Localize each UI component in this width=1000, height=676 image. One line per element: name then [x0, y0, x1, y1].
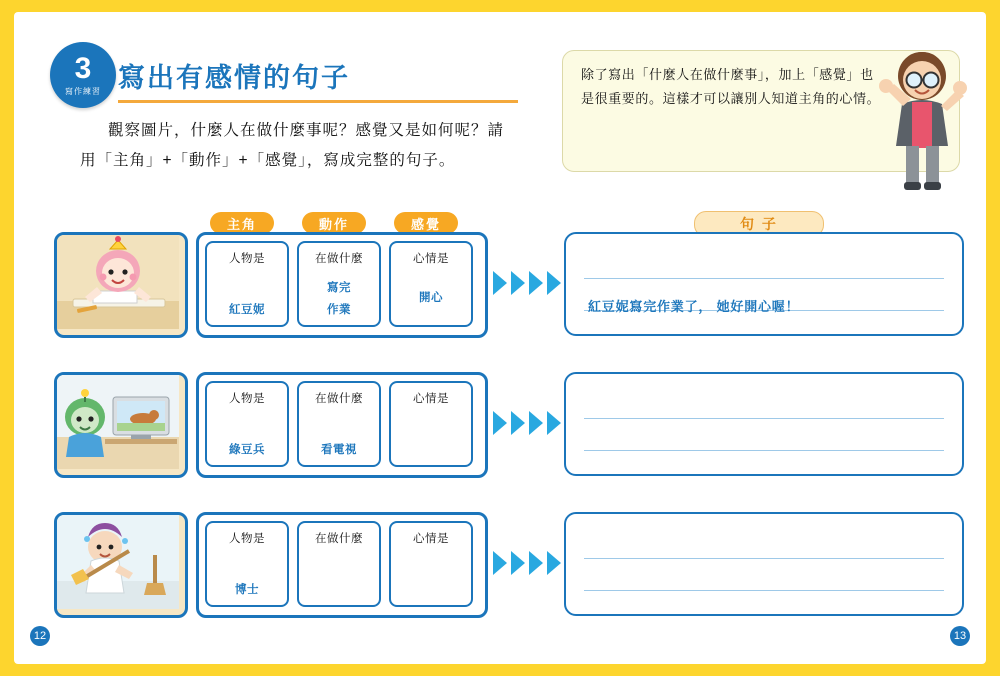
- row-3-feeling-cell[interactable]: [389, 521, 473, 607]
- row-1-arrows: [492, 270, 566, 296]
- row-3-feeling-label: 心情是: [413, 533, 449, 545]
- row-1-feeling-cell[interactable]: [389, 241, 473, 327]
- row-3-action-label: 在做什麼: [315, 533, 363, 545]
- row-1-feeling-answer: 開心: [419, 292, 443, 304]
- page-title-text: 寫出有感情的句子: [118, 62, 350, 93]
- row-1-sentence-answer: 紅豆妮寫完作業了， 她好開心喔！: [588, 299, 800, 314]
- column-header-feeling: 感覺: [394, 212, 458, 234]
- chevron-right-icon: [528, 410, 545, 436]
- row-2-blocks: [196, 372, 488, 478]
- row-2-feeling-label: 心情是: [413, 393, 449, 405]
- row-2-picture: [54, 372, 188, 478]
- exercise-badge: [50, 42, 116, 108]
- row-1-picture: [54, 232, 188, 338]
- row-2-arrows: [492, 410, 566, 436]
- row-1-feeling-label: 心情是: [413, 253, 449, 265]
- row-1-subject-cell[interactable]: [205, 241, 289, 327]
- row-1-subject-label: 人物是: [229, 253, 265, 265]
- column-header-action: 動作: [302, 212, 366, 234]
- chevron-right-icon: [528, 550, 545, 576]
- chevron-right-icon: [510, 410, 527, 436]
- page-title: [118, 50, 518, 103]
- row-3-subject-cell[interactable]: [205, 521, 289, 607]
- page-number-left: 12: [30, 626, 50, 646]
- chevron-right-icon: [492, 550, 509, 576]
- row-1-subject-answer: 紅豆妮: [229, 304, 265, 316]
- row-3-picture: [54, 512, 188, 618]
- row-2-action-answer-line1: 看電視: [321, 444, 357, 456]
- row-2-subject-label: 人物是: [229, 393, 265, 405]
- column-header-sentence: 句 子: [694, 211, 824, 237]
- row-1-action-answer-line1: 寫完: [327, 282, 351, 294]
- page-number-right: 13: [950, 626, 970, 646]
- chevron-right-icon: [510, 270, 527, 296]
- worksheet-page: [14, 12, 986, 664]
- row-2-action-cell[interactable]: [297, 381, 381, 467]
- row-1-action-answer-line2: 作業: [327, 304, 351, 316]
- exercise-number: 3: [74, 51, 92, 85]
- row-3-sentence-box[interactable]: [564, 512, 964, 616]
- row-3-subject-label: 人物是: [229, 533, 265, 545]
- chevron-right-icon: [492, 410, 509, 436]
- chevron-right-icon: [546, 410, 563, 436]
- chevron-right-icon: [492, 270, 509, 296]
- row-1-action-label: 在做什麼: [315, 253, 363, 265]
- teacher-avatar-icon: [876, 46, 968, 196]
- row-2-feeling-cell[interactable]: [389, 381, 473, 467]
- row-1-blocks: [196, 232, 488, 338]
- row-1-action-cell[interactable]: [297, 241, 381, 327]
- row-2-subject-answer: 綠豆兵: [229, 444, 265, 456]
- exercise-badge-label: 寫作練習: [65, 86, 101, 96]
- chevron-right-icon: [510, 550, 527, 576]
- row-3-arrows: [492, 550, 566, 576]
- tip-text: 除了寫出「什麼人在做什麼事」，加上「感覺」也是很重要的。這樣才可以讓別人知道主角的心情。: [581, 67, 881, 106]
- row-2-action-label: 在做什麼: [315, 393, 363, 405]
- row-2-sentence-box[interactable]: [564, 372, 964, 476]
- intro-paragraph: 觀察圖片，什麼人在做什麼事呢？感覺又是如何呢？請用「主角」+「動作」+「感覺」，寫成完整的句子。: [80, 122, 505, 169]
- row-3-subject-answer: 博士: [235, 584, 259, 596]
- row-3-blocks: [196, 512, 488, 618]
- chevron-right-icon: [528, 270, 545, 296]
- row-3-action-cell[interactable]: [297, 521, 381, 607]
- column-header-subject: 主角: [210, 212, 274, 234]
- row-1-sentence-box[interactable]: [564, 232, 964, 336]
- row-2-subject-cell[interactable]: [205, 381, 289, 467]
- chevron-right-icon: [546, 270, 563, 296]
- chevron-right-icon: [546, 550, 563, 576]
